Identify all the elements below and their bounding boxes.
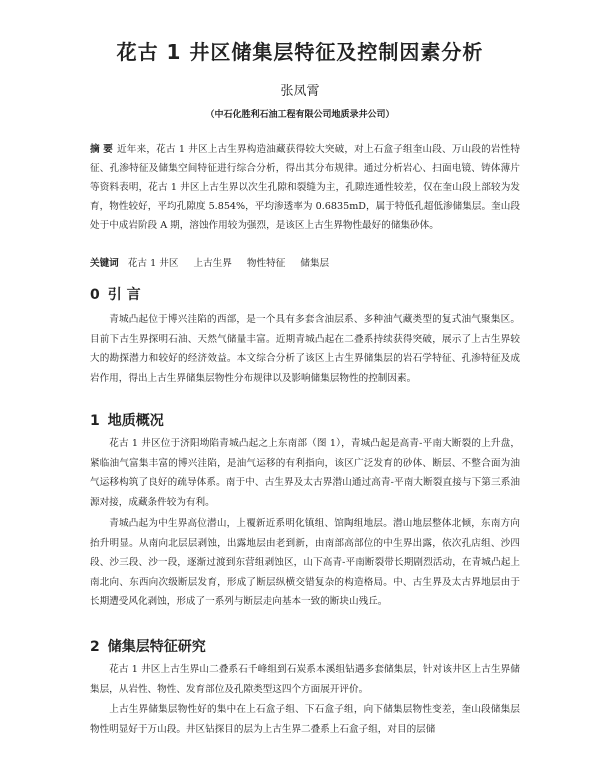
- section-heading: [90, 410, 164, 430]
- affiliation: （中石化胜利石油工程有限公司地质录井公司）: [205, 110, 395, 120]
- abstract: [90, 140, 520, 235]
- section-title: 地质概况: [107, 413, 164, 429]
- keywords: [90, 254, 520, 273]
- section-number: 2: [90, 639, 100, 655]
- section-paragraph: 花古 1 井区上古生界山二叠系石千峰组到石炭系本溪组钻遇多套储集层，针对该井区上古生界储集层，从岩性、物性、发育部位及孔隙类型这四个方面展开评价。: [90, 664, 520, 695]
- keyword: 上古生界: [193, 258, 232, 269]
- keyword: 花古 1 井区: [127, 258, 179, 269]
- paper-title: 花古 1 井区储集层特征及控制因素分析: [116, 40, 484, 64]
- section-title: 储集层特征研究: [107, 639, 206, 655]
- section-paragraph: 青城凸起为中生界高位潜山，上覆新近系明化镇组、馆陶组地层。潜山地层整体北倾，东南方向抬升明显。从南向北层层剥蚀，出露地层由老到新，由南部高部位的中生界出露，依次孔店组、沙四段、沙三段、沙一段，逐渐过渡到东营组剥蚀区，山下高青-平南断裂带长期剧烈活动，在青城凸起上南北向、东西向次级断层发育，形成了断层纵横交错复杂的构造格局。中、古生界及太古界地层由于长期遭受风化剥蚀，形成了一系列与断层走向基本一致的断块山残丘。: [90, 518, 520, 607]
- section-paragraph: 青城凸起位于博兴洼陷的西部，是一个具有多套含油层系、多种油气藏类型的复式油气聚集区。目前下古生界探明石油、天然气储量丰富。近期青城凸起在二叠系持续获得突破，展示了上古生界较大的勘探潜力和较好的经济效益。本文综合分析了该区上古生界储集层的岩石学特征、孔渗特征及成岩作用，得出上古生界储集层物性分布规律以及影响储集层物性的控制因素。: [90, 314, 520, 384]
- section-number: 1: [90, 413, 100, 429]
- section-heading: [90, 636, 206, 656]
- section-number: 0: [90, 287, 100, 303]
- keyword: 储集层: [300, 258, 330, 269]
- section-heading: [90, 284, 141, 304]
- keyword: 物性特征: [246, 258, 286, 269]
- keywords-label: 关键词: [90, 258, 119, 269]
- author-name: 张凤霄: [280, 84, 320, 99]
- section-title: 引 言: [107, 287, 141, 303]
- section-paragraph: 上古生界储集层物性好的集中在上石盒子组、下石盒子组，向下储集层物性变差，奎山段储集层物性明显好于万山段。井区钻探目的层为上古生界二叠系上石盒子组，对目的层储: [90, 704, 520, 735]
- section-paragraph: 花古 1 井区位于济阳坳陷青城凸起之上东南部（图 1），青城凸起是高青-平南大断裂的上升盘，紧临油气富集丰富的博兴洼陷，是油气运移的有利指向，该区广泛发育的砂体、断层、不整合面为油气运移构筑了良好的疏导体系。南于中、古生界及太古界潜山通过高青-平南大断裂直接与下第三系油源对接，成藏条件较为有利。: [90, 438, 520, 508]
- abstract-label: 摘 要: [90, 144, 114, 155]
- abstract-text: 近年来，花古 1 井区上古生界构造油藏获得较大突破，对上石盒子组奎山段、万山段的岩性特征、孔渗特征及储集空间特征进行综合分析，得出其分布规律。通过分析岩心、扫面电镜、铸体薄片等资料表明，花古 1 井区上古生界以次生孔隙和裂缝为主，孔隙连通性较差，仅在奎山段上部较为发育，物性较好，平均孔隙度 5.854%，平均渗透率为 0.6835mD，属于特低孔超低渗储集层。奎山段处于中成岩阶段 A 期，溶蚀作用较为强烈，是该区上古生界物性最好的储集砂体。: [90, 144, 521, 231]
